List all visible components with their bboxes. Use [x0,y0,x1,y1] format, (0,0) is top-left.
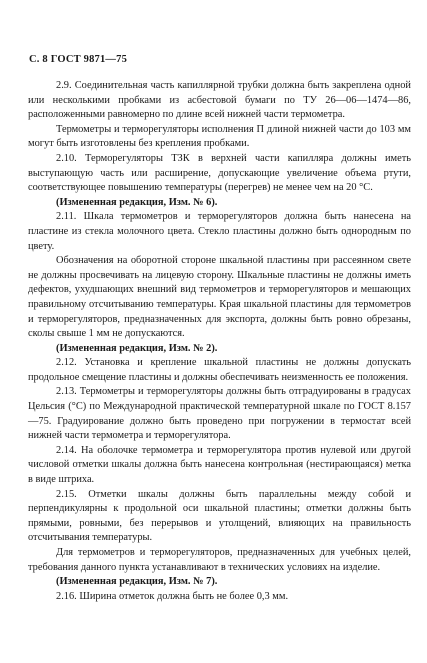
page-header: С. 8 ГОСТ 9871—75 [29,54,128,65]
paragraph-2-14: 2.14. На оболочке термометра и терморегулятора против нулевой или другой числовой отметки шкалы должна быть нанесена контрольная (нестирающаяся) метка в виде штриха. [28,444,411,486]
paragraph-2-11-detail: Обозначения на оборотной стороне шкальной пластины при рассеянном свете не должны просвечивать на лицевую сторону. Шкальные пластины не должны иметь дефектов, ухудшающих внешний вид термометров и терморегуляторов и мешающих правильному отсчитыванию температуры. Края шкальной пластины для термометров и терморегуляторов, предназначенных для экспорта, должны быть ровно обрезаны, сколы свыше 1 мм не допускаются. [28,255,411,340]
amendment-note: (Измененная редакция, Изм. № 7). [56,576,218,588]
amendment-note: (Измененная редакция, Изм. № 2). [56,342,218,354]
paragraph-2-15-detail: Для термометров и терморегуляторов, предназначенных для учебных целей, требования данного пункта устанавливают в технических условиях на изделие. [28,547,411,573]
paragraph-2-12: 2.12. Установка и крепление шкальной пластины не должны допускать продольное смещение пластины и должны обеспечивать неизменность ее положения. [28,357,411,383]
document-body [28,79,411,604]
amendment-note: (Измененная редакция, Изм. № 6). [56,196,218,208]
paragraph-2-9: 2.9. Соединительная часть капиллярной трубки должна быть закреплена одной или несколькими пробками из асбестовой бумаги по ТУ 26—06—1474—86, расположенными равномерно по длине всей нижней части термометра. [28,80,411,121]
paragraph-2-9-note: Термометры и терморегуляторы исполнения П длиной нижней части до 103 мм могут быть изготовлены без крепления пробками. [28,123,411,150]
paragraph-2-16: 2.16. Ширина отметок должна быть не более 0,3 мм. [56,590,289,602]
paragraph-2-15: 2.15. Отметки шкалы должны быть параллельны между собой и перпендикулярны к продольной оси шкальной пластины; отметки должны быть прямыми, ровными, без перерывов и утолщений, влияющих на правильность отсчитывания температуры. [28,488,411,544]
paragraph-2-11: 2.11. Шкала термометров и терморегуляторов должна быть нанесена на пластине из стекла молочного цвета. Стекло пластины должно быть однородным по цвету. [28,211,411,252]
paragraph-2-10: 2.10. Терморегуляторы ТЗК в верхней части капилляра должны иметь выступающую часть или расширение, допускающие увеличение объема ртути, соответствующее повышению температуры (перегрев) не менее чем на 20 °С. [28,152,411,194]
paragraph-2-13: 2.13. Термометры и терморегуляторы должны быть отградуированы в градусах Цельсия (°С) по Международной практической температурной шкале по ГОСТ 8.157—75. Градуирование должно быть проведено при погружении в термостат всей нижней части термометра и терморегулятора. [28,386,411,442]
